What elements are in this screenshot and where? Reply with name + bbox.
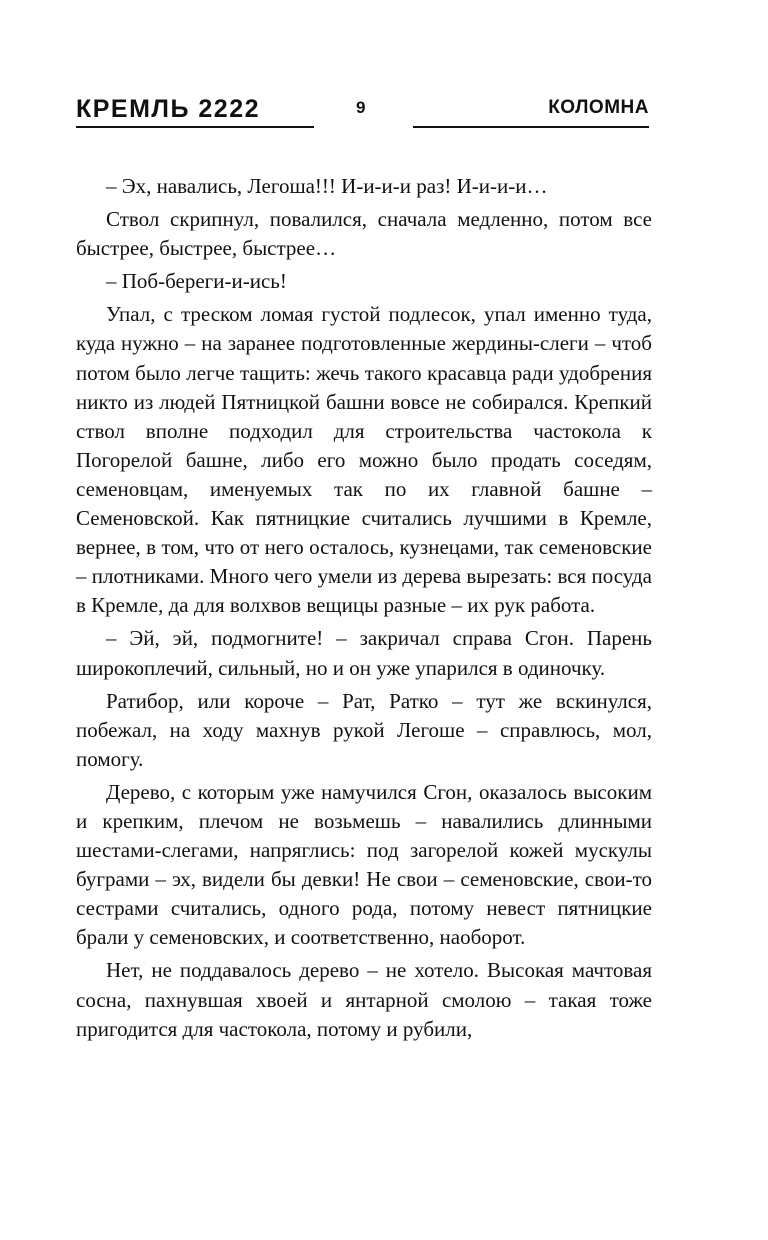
series-title-rule — [76, 126, 314, 128]
series-title: КРЕМЛЬ 2222 — [76, 95, 261, 123]
paragraph: – Эх, навались, Легоша!!! И-и-и-и раз! И-и-и-и… — [106, 174, 548, 198]
chapter-title-rule — [413, 126, 649, 128]
paragraph: Ратибор, или короче – Рат, Ратко – тут же вскинулся, побежал, на ходу махнув рукой Легоше – справлюсь, мол, помогу. — [76, 688, 652, 771]
paragraph: Упал, с треском ломая густой подлесок, упал именно туда, куда нужно – на заранее подготовленные жердины-слеги – чтоб потом было легче тащить: жечь такого красавца ради удобрения никто из людей Пятницкой башни вовсе не собирался. Крепкий ствол вполне подходил для строительства частокола к Погорелой башне, либо его можно было продать соседям, семеновцам, именуемых так по их главной башне – Семеновской. Как пятницкие считались лучшими в Кремле, вернее, в том, что от него осталось, кузнецами, так семеновские – плотниками. Много чего умели из дерева вырезать: вся посуда в Кремле, да для волхвов вещицы разные – их рук работа. — [76, 302, 652, 618]
paragraph: – Эй, эй, подмогните! – закричал справа Сгон. Парень широкоплечий, сильный, но и он уже упарился в одиночку. — [76, 626, 652, 680]
running-header — [76, 94, 649, 134]
paragraph: Нет, не поддавалось дерево – не хотело. Высокая мачтовая сосна, пахнувшая хвоей и янтарной смолою – такая тоже пригодится для частокола, потому и рубили, — [76, 958, 652, 1041]
page-number: 9 — [356, 98, 366, 117]
chapter-title: КОЛОМНА — [548, 97, 649, 118]
paragraph: Дерево, с которым уже намучился Сгон, оказалось высоким и крепким, плечом не возьмешь – навалились длинными шестами-слегами, напряглись: под загорелой кожей мускулы буграми – эх, видели бы девки! Не свои – семеновские, свои-то сестрами считались, одного рода, потому невест пятницкие брали у семеновских, и соответственно, наоборот. — [76, 779, 652, 950]
paragraph: Ствол скрипнул, повалился, сначала медленно, потом все быстрее, быстрее, быстрее… — [76, 207, 652, 261]
paragraph: – Поб-береги-и-ись! — [106, 269, 287, 294]
body-text — [76, 172, 652, 1048]
